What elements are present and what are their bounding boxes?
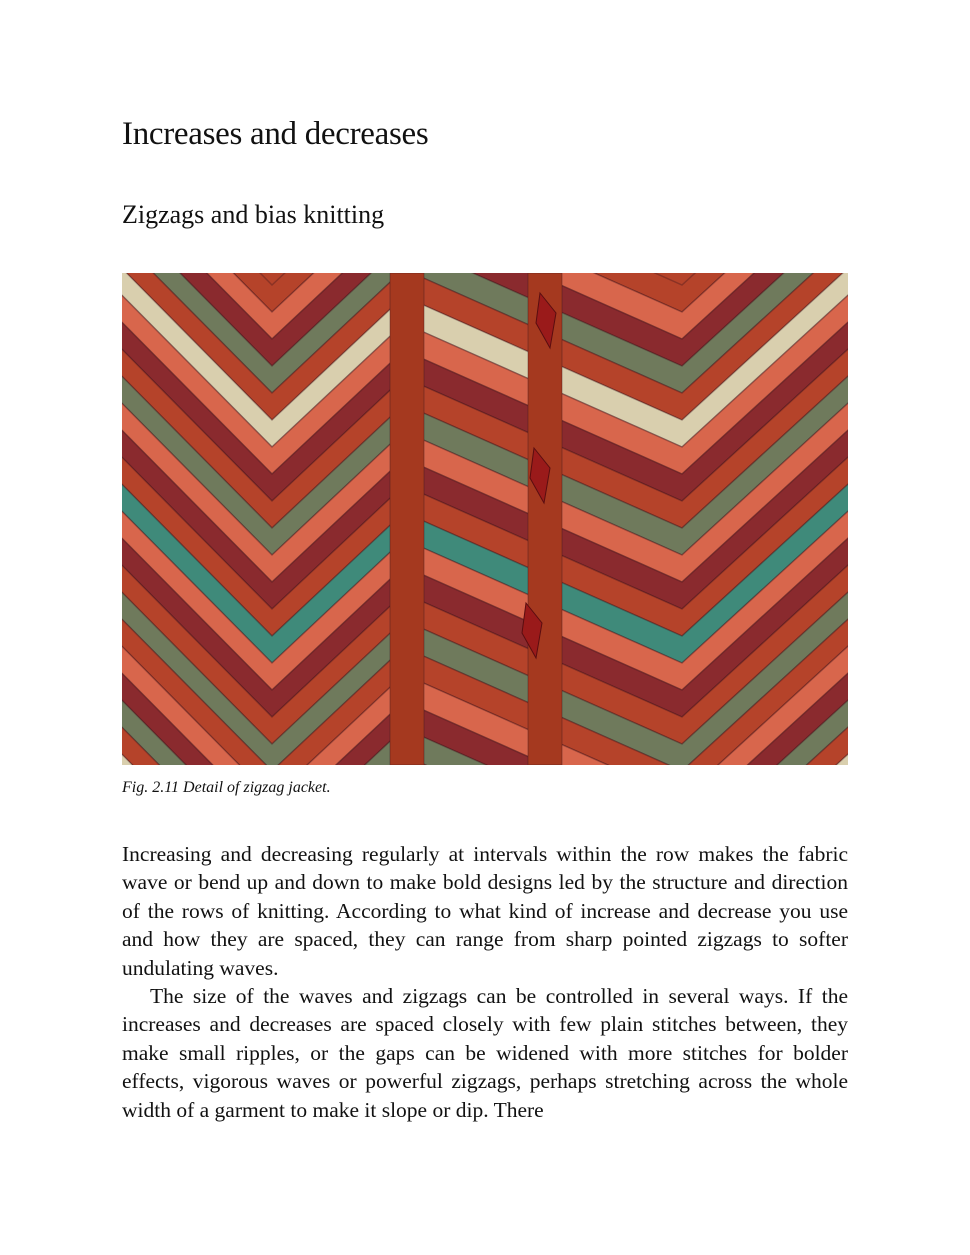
body-text <box>122 840 848 1124</box>
paragraph: The size of the waves and zigzags can be controlled in several ways. If the increases and decreases are spaced closely with few plain stitches between, they make small ripples, or the gaps can be widened with more stitches for bolder effects, vigorous waves or powerful zigzags, perhaps stretching across the whole width of a garment to make it slope or dip. There <box>122 984 848 1122</box>
knitting-photo <box>122 273 848 765</box>
paragraph: Increasing and decreasing regularly at intervals within the row makes the fabric wave or bend up and down to make bold designs led by the structure and direction of the rows of knitting. According to what kind of increase and decrease you use and how they are spaced, they can range from sharp pointed zigzags to softer undulating waves. <box>122 842 848 980</box>
chapter-heading: Increases and decreases <box>122 116 429 152</box>
front-band <box>528 273 562 765</box>
figure-caption: Fig. 2.11 Detail of zigzag jacket. <box>122 779 331 796</box>
front-band <box>390 273 424 765</box>
zigzag-knit-illustration <box>122 273 848 765</box>
section-heading: Zigzags and bias knitting <box>122 200 385 229</box>
